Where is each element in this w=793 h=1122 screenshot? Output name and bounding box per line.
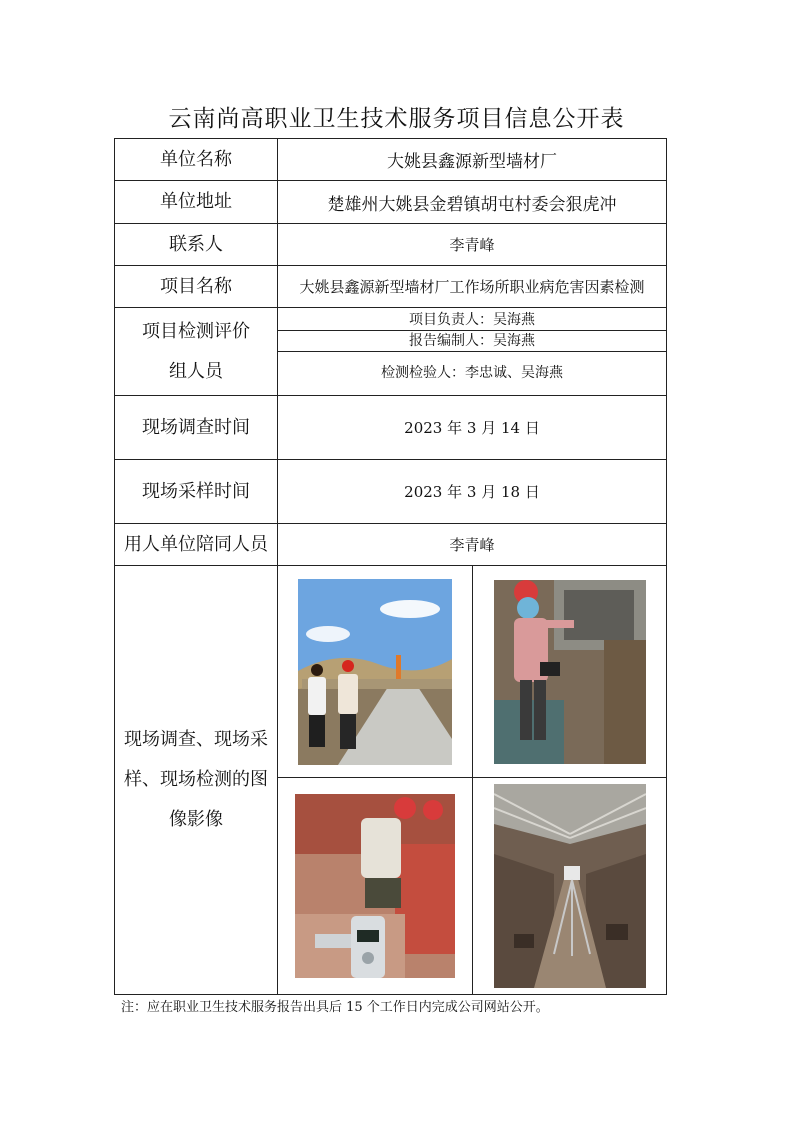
row-escort [115, 524, 667, 566]
label-images-line2: 样、现场检测的图 [124, 769, 268, 790]
row-unit-address [115, 181, 667, 224]
row-contact [115, 224, 667, 266]
label-images-line3: 像影像 [169, 809, 223, 830]
page-title: 云南尚高职业卫生技术服务项目信息公开表 [168, 106, 625, 132]
row-unit-name [115, 139, 667, 181]
label-images-line1: 现场调查、现场采 [124, 729, 268, 750]
images-cell [278, 566, 667, 995]
label-unit-address: 单位地址 [115, 181, 278, 224]
photo-cell-1 [278, 566, 473, 778]
value-escort: 李青峰 [278, 524, 667, 566]
photo-cell-2 [473, 566, 667, 778]
photo-noise-meter-bricks [295, 794, 455, 978]
label-project-name: 项目名称 [115, 266, 278, 308]
footer-note: 注：应在职业卫生技术服务报告出具后 15 个工作日内完成公司网站公开。 [121, 1000, 549, 1015]
value-project-name: 大姚县鑫源新型墙材厂工作场所职业病危害因素检测 [278, 266, 667, 308]
photo-sampler-tunnel [494, 784, 646, 988]
label-survey-time: 现场调查时间 [115, 396, 278, 460]
value-team [278, 308, 667, 396]
value-unit-address: 楚雄州大姚县金碧镇胡屯村委会狠虎冲 [278, 181, 667, 224]
label-team-line1: 项目检测评价 [142, 320, 250, 342]
label-sampling-time: 现场采样时间 [115, 460, 278, 524]
photo-cell-3 [278, 778, 473, 994]
team-inspectors: 检测检验人：李忠诚、吴海燕 [381, 364, 563, 381]
photo-grid [278, 566, 666, 994]
info-table [114, 138, 667, 995]
value-contact: 李青峰 [278, 224, 667, 266]
photo-worker-machinery [494, 580, 646, 764]
photo-cell-4 [473, 778, 667, 994]
team-writer: 报告编制人：吴海燕 [278, 331, 666, 352]
value-unit-name: 大姚县鑫源新型墙材厂 [278, 139, 667, 181]
label-escort: 用人单位陪同人员 [115, 524, 278, 566]
value-survey-time: 2023 年 3 月 14 日 [278, 396, 667, 460]
photo-two-people-road [298, 579, 452, 765]
label-unit-name: 单位名称 [115, 139, 278, 181]
label-team [115, 308, 278, 396]
team-leader: 项目负责人：吴海燕 [278, 310, 666, 331]
row-sampling-time [115, 460, 667, 524]
row-images [115, 566, 667, 995]
label-contact: 联系人 [115, 224, 278, 266]
row-team [115, 308, 667, 396]
row-project-name [115, 266, 667, 308]
value-sampling-time: 2023 年 3 月 18 日 [278, 460, 667, 524]
row-survey-time [115, 396, 667, 460]
label-team-line2: 组人员 [169, 360, 223, 382]
label-images [115, 566, 278, 995]
